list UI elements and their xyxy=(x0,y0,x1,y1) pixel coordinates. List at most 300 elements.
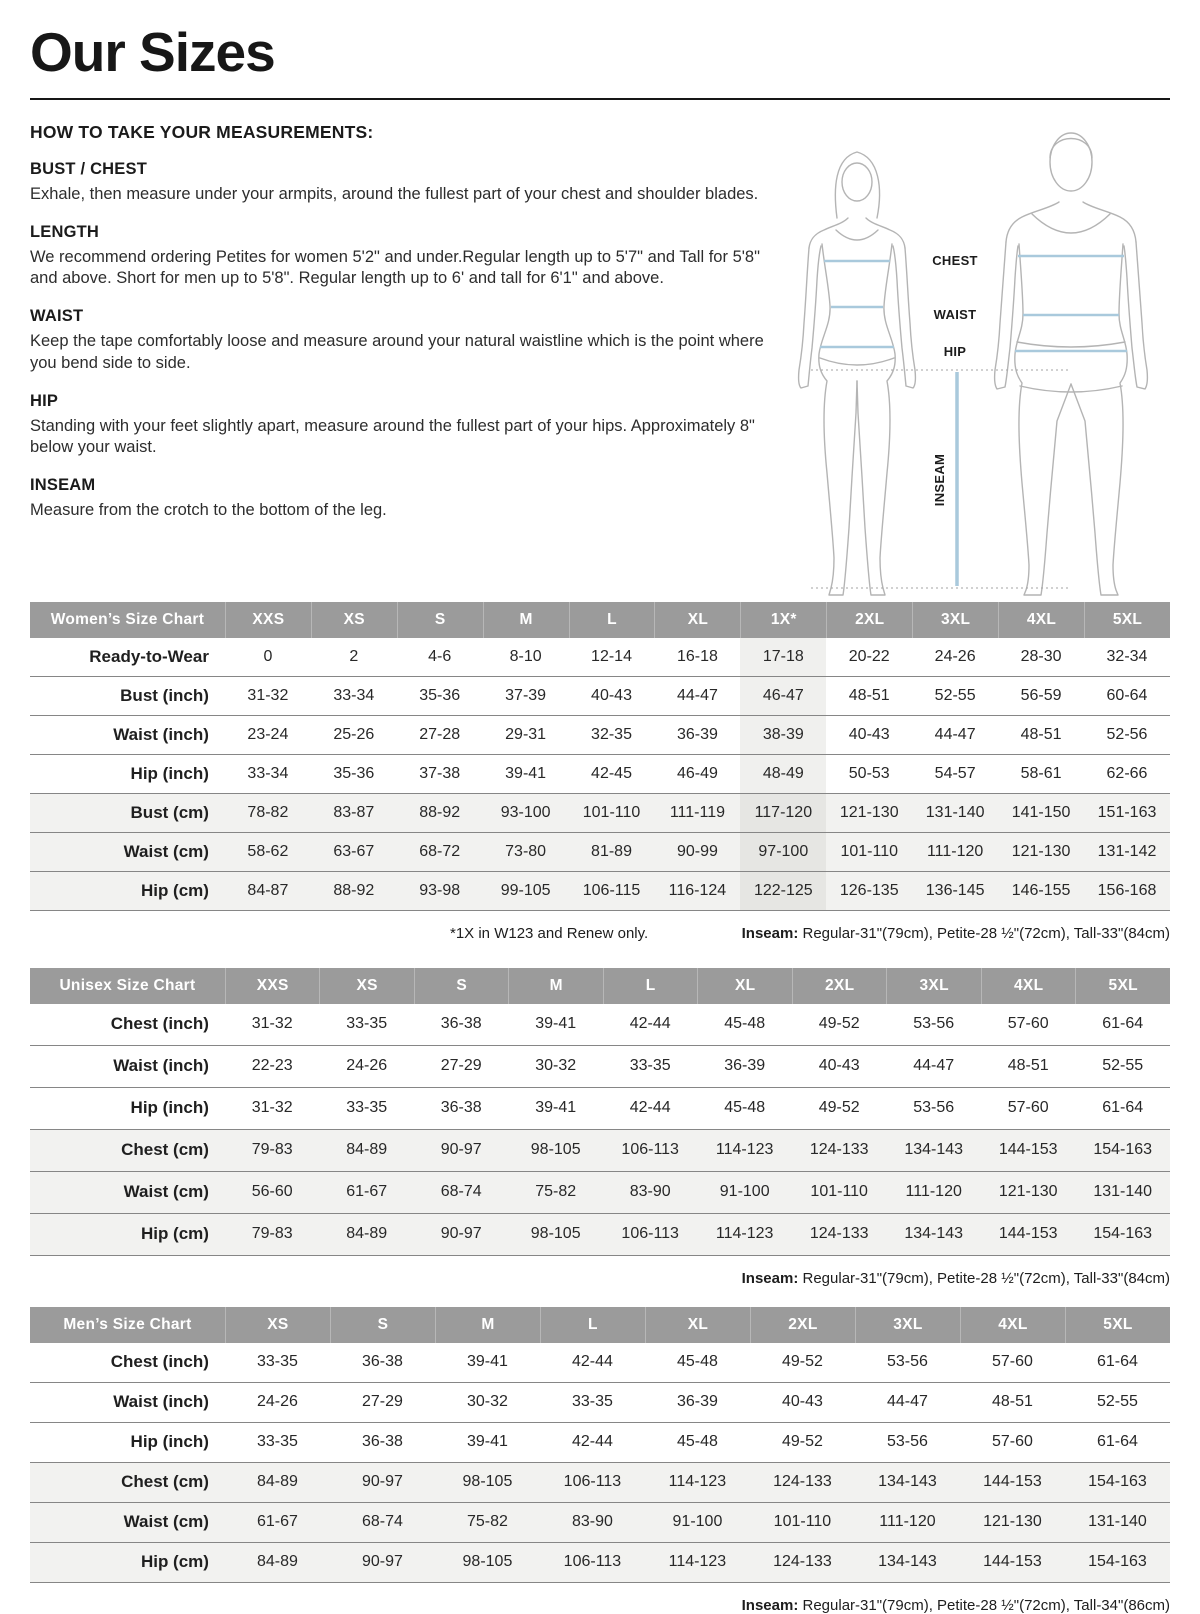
table-row xyxy=(30,1463,1170,1503)
section-hip xyxy=(30,392,785,460)
womens-size-chart-section xyxy=(30,602,1170,942)
size-cell: 90-99 xyxy=(654,833,740,872)
size-cell: 116-124 xyxy=(654,872,740,911)
size-cell: 114-123 xyxy=(645,1463,750,1503)
size-cell: 63-67 xyxy=(311,833,397,872)
size-cell: 106-113 xyxy=(540,1463,645,1503)
column-header-s: S xyxy=(414,968,509,1004)
size-cell: 25-26 xyxy=(311,716,397,755)
size-cell: 50-53 xyxy=(826,755,912,794)
inseam-note-label: Inseam: xyxy=(741,1596,799,1614)
size-cell: 30-32 xyxy=(435,1383,540,1423)
inseam-note-text: Regular-31"(79cm), Petite-28 ½"(72cm), Tall-34"(86cm) xyxy=(798,1596,1170,1614)
size-cell: 117-120 xyxy=(740,794,826,833)
column-header-xs: XS xyxy=(311,602,397,638)
unisex-size-chart-section xyxy=(30,968,1170,1287)
size-cell: 90-97 xyxy=(414,1214,509,1256)
size-cell: 131-140 xyxy=(1075,1172,1170,1214)
size-cell: 54-57 xyxy=(912,755,998,794)
size-cell: 57-60 xyxy=(960,1343,1065,1383)
size-cell: 44-47 xyxy=(654,677,740,716)
size-cell: 52-55 xyxy=(1065,1383,1170,1423)
size-cell: 121-130 xyxy=(998,833,1084,872)
size-cell: 24-26 xyxy=(225,1383,330,1423)
row-label: Chest (cm) xyxy=(30,1130,225,1172)
size-cell: 57-60 xyxy=(981,1004,1076,1046)
size-cell: 78-82 xyxy=(225,794,311,833)
inseam-note-text: Regular-31"(79cm), Petite-28 ½"(72cm), Tall-33"(84cm) xyxy=(798,924,1170,942)
column-header-2xl: 2XL xyxy=(792,968,887,1004)
column-header-5xl: 5XL xyxy=(1065,1307,1170,1343)
size-cell: 81-89 xyxy=(569,833,655,872)
size-cell: 106-113 xyxy=(540,1543,645,1583)
size-cell: 75-82 xyxy=(508,1172,603,1214)
size-cell: 83-87 xyxy=(311,794,397,833)
size-cell: 126-135 xyxy=(826,872,912,911)
size-cell: 124-133 xyxy=(750,1463,855,1503)
measurement-instructions xyxy=(30,122,785,522)
size-cell: 52-56 xyxy=(1084,716,1170,755)
table-row xyxy=(30,1383,1170,1423)
size-cell: 45-48 xyxy=(645,1423,750,1463)
table-row xyxy=(30,677,1170,716)
section-text: Measure from the crotch to the bottom of the leg. xyxy=(30,501,387,520)
table-row xyxy=(30,1423,1170,1463)
size-cell: 62-66 xyxy=(1084,755,1170,794)
size-cell: 49-52 xyxy=(792,1088,887,1130)
table-row xyxy=(30,1343,1170,1383)
table-row xyxy=(30,1004,1170,1046)
unisex-table-notes xyxy=(30,1270,1170,1287)
column-header-xxs: XXS xyxy=(225,602,311,638)
size-cell: 101-110 xyxy=(826,833,912,872)
mens-size-chart-table xyxy=(30,1307,1170,1583)
size-cell: 134-143 xyxy=(855,1463,960,1503)
inseam-note-label: Inseam: xyxy=(741,1269,799,1287)
size-cell: 44-47 xyxy=(912,716,998,755)
size-cell: 45-48 xyxy=(645,1343,750,1383)
unisex-table-title: Unisex Size Chart xyxy=(30,968,225,1004)
size-cell: 61-64 xyxy=(1075,1088,1170,1130)
column-header-l: L xyxy=(569,602,655,638)
size-cell: 53-56 xyxy=(886,1088,981,1130)
size-cell: 44-47 xyxy=(886,1046,981,1088)
row-label: Hip (inch) xyxy=(30,755,225,794)
size-cell: 57-60 xyxy=(960,1423,1065,1463)
column-header-m: M xyxy=(508,968,603,1004)
section-length xyxy=(30,223,785,291)
size-cell: 98-105 xyxy=(508,1130,603,1172)
size-cell: 40-43 xyxy=(792,1046,887,1088)
section-inseam xyxy=(30,476,785,522)
column-header-4xl: 4XL xyxy=(998,602,1084,638)
size-cell: 84-89 xyxy=(319,1214,414,1256)
column-header-2xl: 2XL xyxy=(750,1307,855,1343)
size-cell: 37-39 xyxy=(483,677,569,716)
mens-table-title: Men’s Size Chart xyxy=(30,1307,225,1343)
row-label: Bust (inch) xyxy=(30,677,225,716)
column-header-xs: XS xyxy=(225,1307,330,1343)
column-header-xl: XL xyxy=(654,602,740,638)
body-measurement-diagram xyxy=(764,118,1184,598)
size-cell: 124-133 xyxy=(792,1130,887,1172)
size-cell: 32-35 xyxy=(569,716,655,755)
size-cell: 42-45 xyxy=(569,755,655,794)
size-cell: 61-67 xyxy=(225,1503,330,1543)
size-cell: 31-32 xyxy=(225,1004,320,1046)
size-cell: 8-10 xyxy=(483,638,569,677)
size-cell: 0 xyxy=(225,638,311,677)
column-header-4xl: 4XL xyxy=(960,1307,1065,1343)
size-cell: 48-51 xyxy=(826,677,912,716)
size-cell: 33-35 xyxy=(319,1004,414,1046)
size-cell: 144-153 xyxy=(960,1463,1065,1503)
size-cell: 36-38 xyxy=(414,1004,509,1046)
size-cell: 36-38 xyxy=(330,1343,435,1383)
womens-table-notes xyxy=(30,925,1170,942)
size-cell: 124-133 xyxy=(750,1543,855,1583)
size-cell: 144-153 xyxy=(981,1214,1076,1256)
size-cell: 22-23 xyxy=(225,1046,320,1088)
row-label: Hip (cm) xyxy=(30,872,225,911)
size-cell: 84-87 xyxy=(225,872,311,911)
column-header-xl: XL xyxy=(697,968,792,1004)
size-cell: 39-41 xyxy=(508,1004,603,1046)
size-cell: 35-36 xyxy=(311,755,397,794)
section-label: WAIST xyxy=(30,307,84,326)
size-cell: 44-47 xyxy=(855,1383,960,1423)
size-cell: 27-29 xyxy=(414,1046,509,1088)
size-cell: 37-38 xyxy=(397,755,483,794)
size-cell: 53-56 xyxy=(886,1004,981,1046)
mens-table-notes xyxy=(30,1597,1170,1614)
size-cell: 90-97 xyxy=(414,1130,509,1172)
section-waist xyxy=(30,307,785,375)
row-label: Hip (inch) xyxy=(30,1423,225,1463)
size-cell: 146-155 xyxy=(998,872,1084,911)
size-cell: 111-120 xyxy=(912,833,998,872)
size-cell: 111-120 xyxy=(886,1172,981,1214)
size-cell: 99-105 xyxy=(483,872,569,911)
womens-table-title: Women’s Size Chart xyxy=(30,602,225,638)
size-cell: 27-28 xyxy=(397,716,483,755)
male-figure-outline xyxy=(995,133,1148,595)
size-cell: 32-34 xyxy=(1084,638,1170,677)
column-header-5xl: 5XL xyxy=(1084,602,1170,638)
row-label: Ready-to-Wear xyxy=(30,638,225,677)
row-label: Chest (inch) xyxy=(30,1004,225,1046)
size-cell: 144-153 xyxy=(960,1543,1065,1583)
column-header-xs: XS xyxy=(319,968,414,1004)
size-cell: 154-163 xyxy=(1075,1214,1170,1256)
size-cell: 57-60 xyxy=(981,1088,1076,1130)
size-cell: 36-38 xyxy=(414,1088,509,1130)
size-cell: 35-36 xyxy=(397,677,483,716)
size-cell: 52-55 xyxy=(1075,1046,1170,1088)
section-label: HIP xyxy=(30,391,59,410)
size-cell: 52-55 xyxy=(912,677,998,716)
column-header-m: M xyxy=(483,602,569,638)
size-cell: 53-56 xyxy=(855,1343,960,1383)
size-cell: 36-38 xyxy=(330,1423,435,1463)
column-header-3xl: 3XL xyxy=(886,968,981,1004)
table-row xyxy=(30,716,1170,755)
size-cell: 46-47 xyxy=(740,677,826,716)
size-cell: 45-48 xyxy=(697,1088,792,1130)
size-cell: 91-100 xyxy=(697,1172,792,1214)
size-cell: 97-100 xyxy=(740,833,826,872)
womens-inseam-note xyxy=(742,925,1170,942)
womens-size-chart-table xyxy=(30,602,1170,911)
size-cell: 83-90 xyxy=(540,1503,645,1543)
size-cell: 121-130 xyxy=(960,1503,1065,1543)
size-cell: 16-18 xyxy=(654,638,740,677)
size-cell: 144-153 xyxy=(981,1130,1076,1172)
hip-label: HIP xyxy=(943,343,967,359)
size-cell: 33-35 xyxy=(319,1088,414,1130)
size-cell: 24-26 xyxy=(319,1046,414,1088)
size-cell: 98-105 xyxy=(508,1214,603,1256)
size-cell: 68-74 xyxy=(414,1172,509,1214)
section-label: INSEAM xyxy=(30,476,96,495)
table-row xyxy=(30,872,1170,911)
size-cell: 106-113 xyxy=(603,1130,698,1172)
female-figure-outline xyxy=(799,152,916,595)
size-cell: 101-110 xyxy=(750,1503,855,1543)
size-cell: 27-29 xyxy=(330,1383,435,1423)
size-cell: 17-18 xyxy=(740,638,826,677)
row-label: Waist (cm) xyxy=(30,1172,225,1214)
size-cell: 33-35 xyxy=(225,1423,330,1463)
size-cell: 131-140 xyxy=(1065,1503,1170,1543)
column-header-s: S xyxy=(330,1307,435,1343)
size-cell: 88-92 xyxy=(311,872,397,911)
size-cell: 122-125 xyxy=(740,872,826,911)
size-cell: 33-34 xyxy=(311,677,397,716)
unisex-size-chart-table xyxy=(30,968,1170,1256)
measurement-diagram-svg xyxy=(764,118,1184,598)
column-header-3xl: 3XL xyxy=(855,1307,960,1343)
mens-size-chart-section xyxy=(30,1307,1170,1614)
size-cell: 36-39 xyxy=(645,1383,750,1423)
table-row xyxy=(30,1130,1170,1172)
size-cell: 79-83 xyxy=(225,1130,320,1172)
row-label: Waist (inch) xyxy=(30,1383,225,1423)
column-header-xxs: XXS xyxy=(225,968,320,1004)
table-row xyxy=(30,638,1170,677)
size-cell: 49-52 xyxy=(750,1343,855,1383)
measurement-instructions-row xyxy=(30,122,1170,584)
inseam-label: INSEAM xyxy=(932,453,947,506)
size-cell: 46-49 xyxy=(654,755,740,794)
row-label: Hip (inch) xyxy=(30,1088,225,1130)
size-cell: 111-120 xyxy=(855,1503,960,1543)
row-label: Waist (cm) xyxy=(30,1503,225,1543)
table-row xyxy=(30,1172,1170,1214)
section-bust-chest xyxy=(30,160,785,206)
size-cell: 91-100 xyxy=(645,1503,750,1543)
size-cell: 93-100 xyxy=(483,794,569,833)
table-row xyxy=(30,1503,1170,1543)
size-cell: 114-123 xyxy=(697,1214,792,1256)
column-header-m: M xyxy=(435,1307,540,1343)
chest-label: CHEST xyxy=(932,252,978,268)
column-header-1x: 1X* xyxy=(740,602,826,638)
size-cell: 12-14 xyxy=(569,638,655,677)
size-cell: 83-90 xyxy=(603,1172,698,1214)
size-cell: 23-24 xyxy=(225,716,311,755)
size-cell: 75-82 xyxy=(435,1503,540,1543)
size-cell: 134-143 xyxy=(886,1130,981,1172)
size-cell: 154-163 xyxy=(1065,1543,1170,1583)
size-cell: 36-39 xyxy=(654,716,740,755)
section-label: LENGTH xyxy=(30,222,100,241)
size-cell: 33-35 xyxy=(540,1383,645,1423)
size-cell: 134-143 xyxy=(886,1214,981,1256)
size-cell: 156-168 xyxy=(1084,872,1170,911)
size-cell: 84-89 xyxy=(225,1463,330,1503)
row-label: Chest (inch) xyxy=(30,1343,225,1383)
column-header-l: L xyxy=(540,1307,645,1343)
size-cell: 31-32 xyxy=(225,1088,320,1130)
table-row xyxy=(30,1543,1170,1583)
size-cell: 111-119 xyxy=(654,794,740,833)
size-cell: 114-123 xyxy=(697,1130,792,1172)
table-row xyxy=(30,794,1170,833)
size-cell: 68-74 xyxy=(330,1503,435,1543)
table-row xyxy=(30,1214,1170,1256)
column-header-2xl: 2XL xyxy=(826,602,912,638)
size-cell: 40-43 xyxy=(569,677,655,716)
size-cell: 31-32 xyxy=(225,677,311,716)
size-cell: 121-130 xyxy=(826,794,912,833)
size-cell: 106-113 xyxy=(603,1214,698,1256)
size-cell: 101-110 xyxy=(569,794,655,833)
size-cell: 29-31 xyxy=(483,716,569,755)
size-cell: 61-64 xyxy=(1065,1423,1170,1463)
table-row xyxy=(30,833,1170,872)
size-cell: 39-41 xyxy=(483,755,569,794)
size-cell: 154-163 xyxy=(1065,1463,1170,1503)
size-cell: 61-64 xyxy=(1075,1004,1170,1046)
size-cell: 30-32 xyxy=(508,1046,603,1088)
page-title: Our Sizes xyxy=(30,21,275,83)
size-cell: 56-60 xyxy=(225,1172,320,1214)
title-divider xyxy=(30,98,1170,100)
table-row xyxy=(30,755,1170,794)
size-cell: 61-64 xyxy=(1065,1343,1170,1383)
mens-inseam-note xyxy=(742,1597,1170,1614)
size-cell: 58-61 xyxy=(998,755,1084,794)
size-cell: 136-145 xyxy=(912,872,998,911)
size-cell: 20-22 xyxy=(826,638,912,677)
section-text: Keep the tape comfortably loose and measure around your natural waistline which is the point where you bend side to side. xyxy=(30,332,764,372)
size-cell: 73-80 xyxy=(483,833,569,872)
row-label: Hip (cm) xyxy=(30,1214,225,1256)
column-header-3xl: 3XL xyxy=(912,602,998,638)
size-cell: 39-41 xyxy=(435,1343,540,1383)
size-cell: 28-30 xyxy=(998,638,1084,677)
size-cell: 33-35 xyxy=(603,1046,698,1088)
size-cell: 33-34 xyxy=(225,755,311,794)
size-cell: 106-115 xyxy=(569,872,655,911)
size-cell: 68-72 xyxy=(397,833,483,872)
womens-1x-footnote: *1X in W123 and Renew only. xyxy=(450,924,649,942)
size-cell: 131-142 xyxy=(1084,833,1170,872)
size-cell: 48-51 xyxy=(981,1046,1076,1088)
size-cell: 40-43 xyxy=(826,716,912,755)
row-label: Waist (inch) xyxy=(30,716,225,755)
row-label: Bust (cm) xyxy=(30,794,225,833)
size-cell: 48-51 xyxy=(998,716,1084,755)
table-row xyxy=(30,1046,1170,1088)
column-header-4xl: 4XL xyxy=(981,968,1076,1004)
inseam-note-text: Regular-31"(79cm), Petite-28 ½"(72cm), Tall-33"(84cm) xyxy=(798,1269,1170,1287)
section-label: BUST / CHEST xyxy=(30,159,147,178)
size-cell: 48-49 xyxy=(740,755,826,794)
row-label: Chest (cm) xyxy=(30,1463,225,1503)
size-cell: 42-44 xyxy=(540,1423,645,1463)
size-cell: 40-43 xyxy=(750,1383,855,1423)
size-cell: 56-59 xyxy=(998,677,1084,716)
inseam-note-label: Inseam: xyxy=(741,924,799,942)
size-cell: 98-105 xyxy=(435,1543,540,1583)
size-cell: 151-163 xyxy=(1084,794,1170,833)
size-cell: 79-83 xyxy=(225,1214,320,1256)
size-cell: 124-133 xyxy=(792,1214,887,1256)
size-cell: 42-44 xyxy=(603,1088,698,1130)
size-cell: 101-110 xyxy=(792,1172,887,1214)
row-label: Waist (cm) xyxy=(30,833,225,872)
section-text: Standing with your feet slightly apart, measure around the fullest part of your hips. Approximately 8" below your waist. xyxy=(30,416,755,457)
size-cell: 49-52 xyxy=(792,1004,887,1046)
column-header-5xl: 5XL xyxy=(1075,968,1170,1004)
size-cell: 88-92 xyxy=(397,794,483,833)
size-cell: 2 xyxy=(311,638,397,677)
size-cell: 58-62 xyxy=(225,833,311,872)
waist-label: WAIST xyxy=(933,306,977,322)
size-cell: 24-26 xyxy=(912,638,998,677)
size-cell: 90-97 xyxy=(330,1463,435,1503)
section-text: We recommend ordering Petites for women 5'2" and under.Regular length up to 5'7" and Tall for 5'8" and above. Short for men up to 5'8". Regular length up to 6' and tall for 6'1" and above. xyxy=(30,247,760,288)
instructions-heading: HOW TO TAKE YOUR MEASUREMENTS: xyxy=(30,121,374,142)
size-cell: 84-89 xyxy=(225,1543,330,1583)
table-row xyxy=(30,1088,1170,1130)
size-cell: 36-39 xyxy=(697,1046,792,1088)
size-cell: 45-48 xyxy=(697,1004,792,1046)
size-cell: 121-130 xyxy=(981,1172,1076,1214)
size-cell: 84-89 xyxy=(319,1130,414,1172)
size-cell: 42-44 xyxy=(540,1343,645,1383)
size-cell: 48-51 xyxy=(960,1383,1065,1423)
size-cell: 4-6 xyxy=(397,638,483,677)
row-label: Hip (cm) xyxy=(30,1543,225,1583)
column-header-s: S xyxy=(397,602,483,638)
size-cell: 60-64 xyxy=(1084,677,1170,716)
size-cell: 131-140 xyxy=(912,794,998,833)
size-cell: 93-98 xyxy=(397,872,483,911)
size-cell: 39-41 xyxy=(435,1423,540,1463)
size-cell: 39-41 xyxy=(508,1088,603,1130)
unisex-inseam-note xyxy=(742,1270,1170,1287)
size-cell: 90-97 xyxy=(330,1543,435,1583)
size-cell: 98-105 xyxy=(435,1463,540,1503)
column-header-xl: XL xyxy=(645,1307,750,1343)
size-charts xyxy=(30,602,1170,1614)
size-cell: 49-52 xyxy=(750,1423,855,1463)
size-cell: 33-35 xyxy=(225,1343,330,1383)
size-cell: 134-143 xyxy=(855,1543,960,1583)
